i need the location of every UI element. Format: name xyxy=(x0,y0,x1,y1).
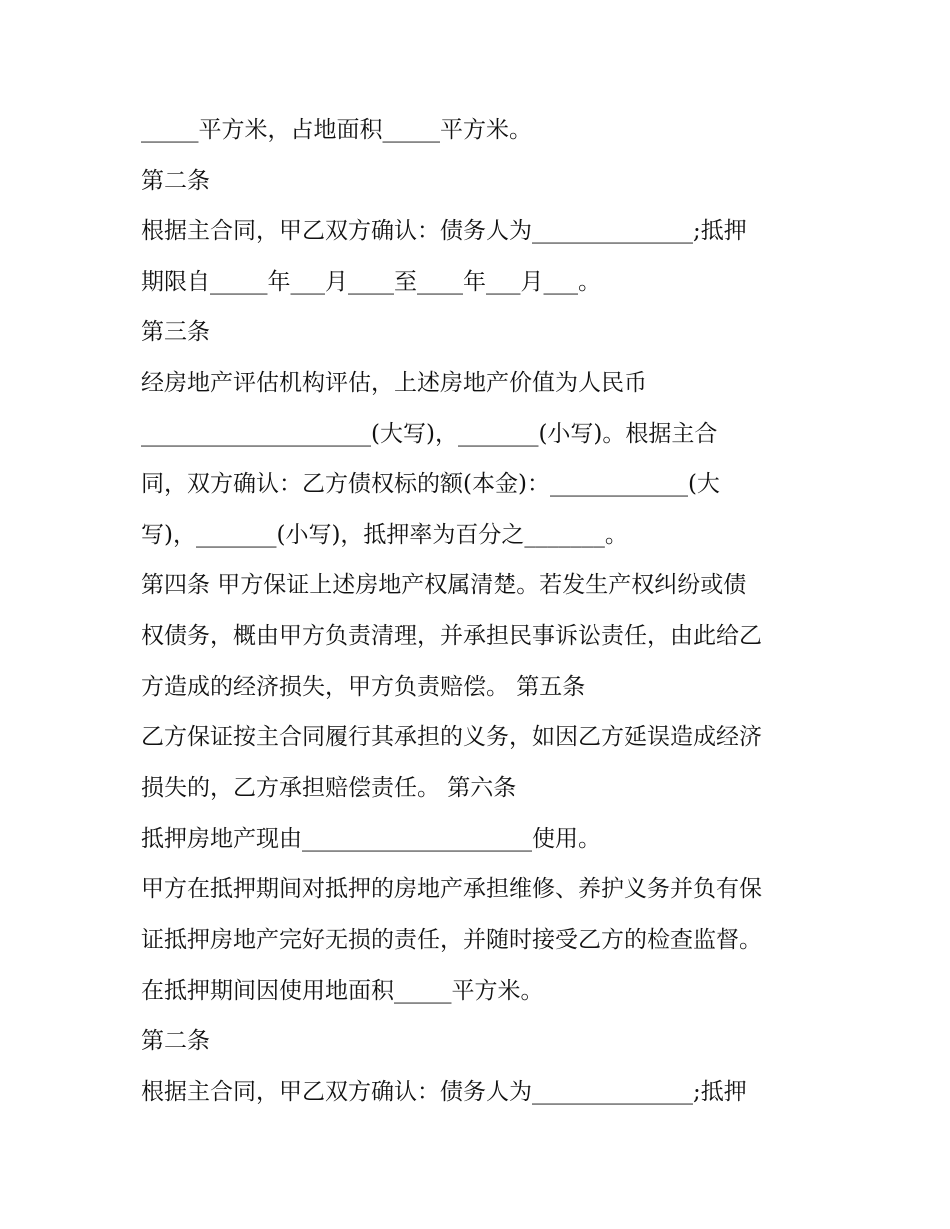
text-line: 甲方在抵押期间对抵押的房地产承担维修、养护义务并负有保 xyxy=(141,876,762,902)
text-line: _____平方米，占地面积_____平方米。 xyxy=(141,117,532,143)
text-line: 第四条 甲方保证上述房地产权属清楚。若发生产权纠纷或债 xyxy=(141,572,747,598)
text-line: 写)，_______(小写)，抵押率为百分之_______。 xyxy=(141,522,628,548)
text-line: 乙方保证按主合同履行其承担的义务，如因乙方延误造成经济 xyxy=(141,724,762,750)
text-line: 抵押房地产现由____________________使用。 xyxy=(141,826,601,852)
article-heading: 第二条 xyxy=(141,1028,210,1054)
article-heading: 第三条 xyxy=(141,319,210,345)
text-line: 证抵押房地产完好无损的责任，并随时接受乙方的检查监督。 xyxy=(141,927,762,953)
text-line: ____________________(大写)，_______(小写)。根据主合 xyxy=(141,421,718,447)
text-line: 同，双方确认：乙方债权标的额(本金)：____________(大 xyxy=(141,471,720,497)
text-line: 损失的，乙方承担赔偿责任。 第六条 xyxy=(141,775,517,801)
article-heading: 第二条 xyxy=(141,168,210,194)
text-line: 根据主合同，甲乙双方确认：债务人为______________;抵押 xyxy=(141,1079,747,1105)
text-line: 期限自_____年___月____至____年___月___。 xyxy=(141,269,601,295)
text-line: 在抵押期间因使用地面积_____平方米。 xyxy=(141,978,544,1004)
text-line: 根据主合同，甲乙双方确认：债务人为______________;抵押 xyxy=(141,218,747,244)
text-line: 权债务，概由甲方负责清理，并承担民事诉讼责任，由此给乙 xyxy=(141,623,762,649)
text-line: 经房地产评估机构评估，上述房地产价值为人民币 xyxy=(141,370,647,396)
text-line: 方造成的经济损失，甲方负责赔偿。 第五条 xyxy=(141,674,586,700)
